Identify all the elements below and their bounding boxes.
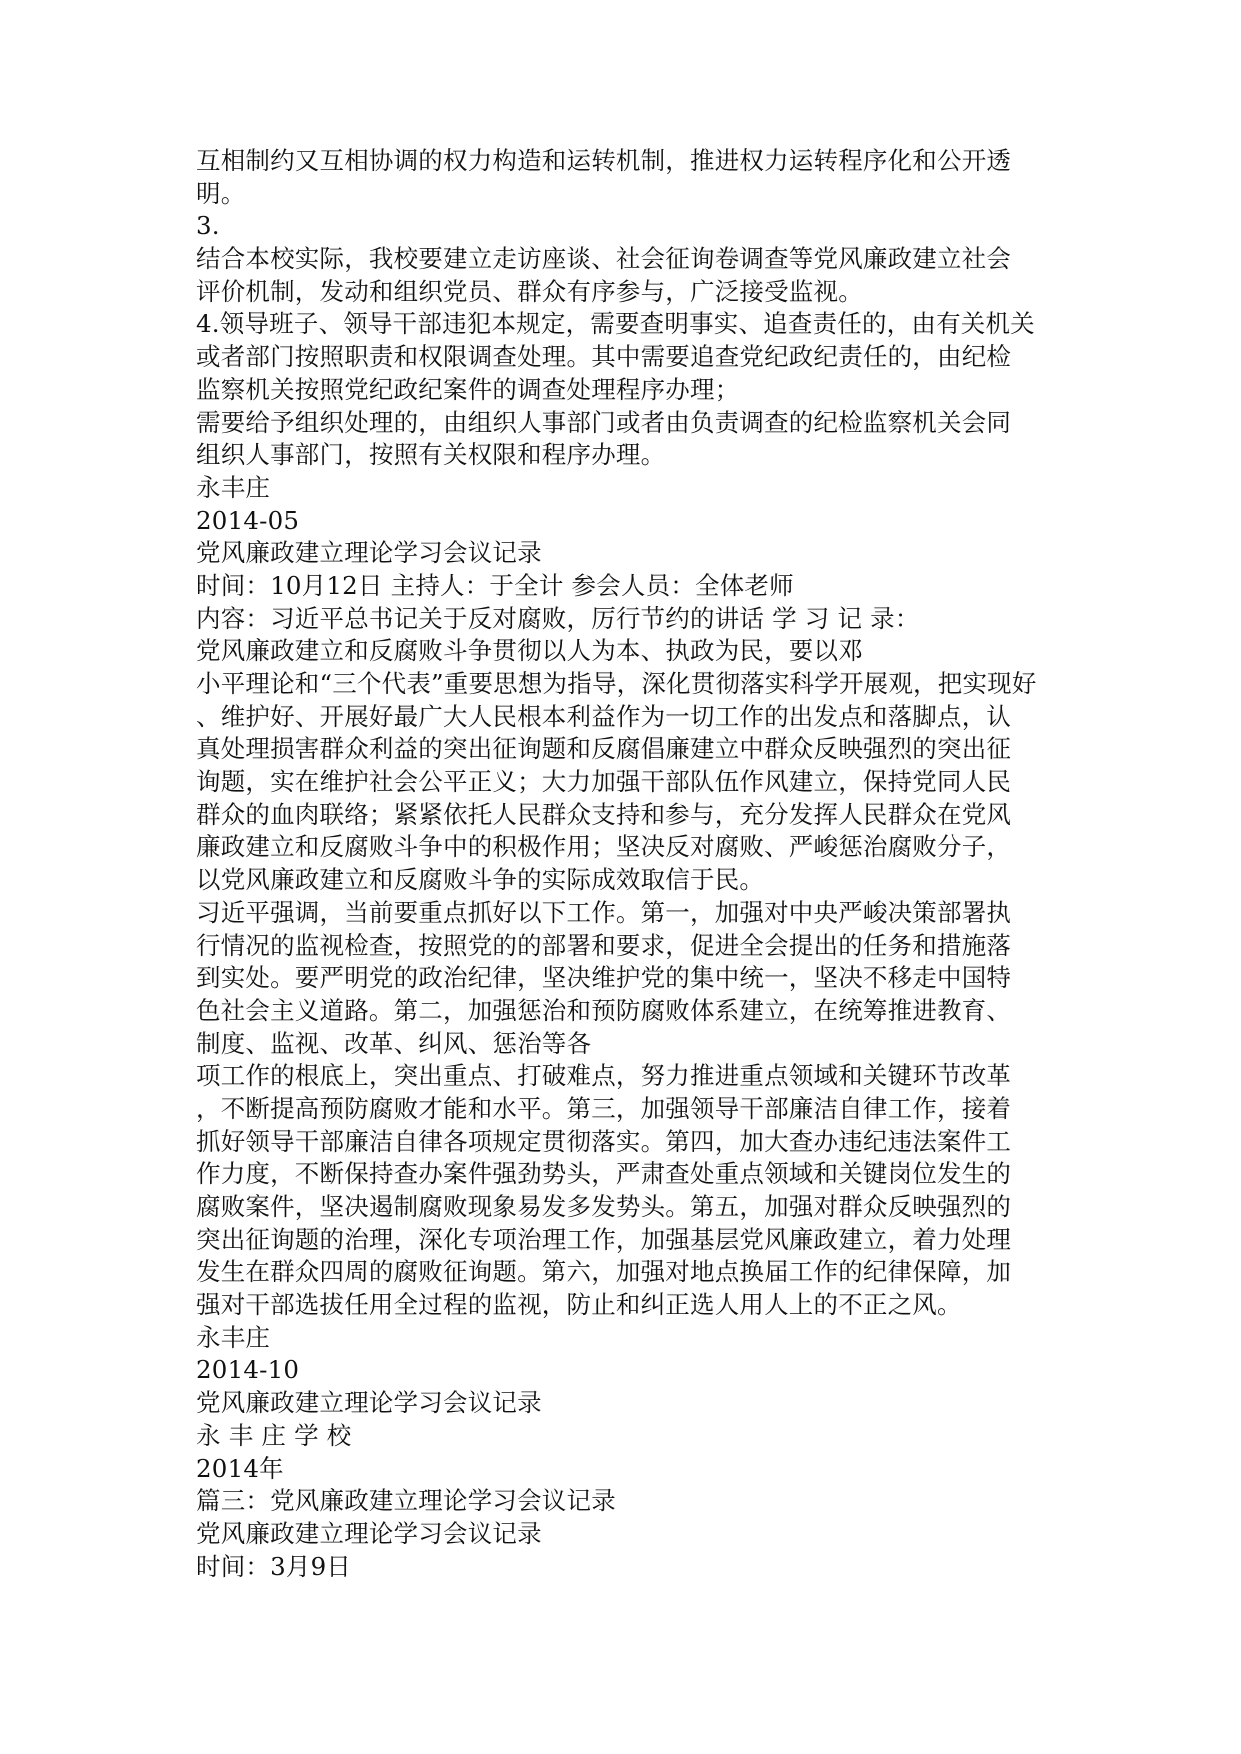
text-line: 群众的血肉联络；紧紧依托人民群众支持和参与，充分发挥人民群众在党风 bbox=[196, 799, 1012, 829]
signature-name: 永丰庄 bbox=[196, 1322, 271, 1352]
section-title: 党风廉政建立理论学习会议记录 bbox=[196, 538, 542, 568]
school-name: 永 丰 庄 学 校 bbox=[196, 1420, 352, 1450]
text-line: 、维护好、开展好最广大人民根本利益作为一切工作的出发点和落脚点，认 bbox=[196, 701, 1012, 731]
text-line: 强对干部选拔任用全过程的监视，防止和纠正选人用人上的不正之风。 bbox=[196, 1290, 962, 1320]
text-line: 制度、监视、改革、纠风、惩治等各 bbox=[196, 1028, 592, 1058]
text-line: 明。 bbox=[196, 178, 246, 208]
section-title: 党风廉政建立理论学习会议记录 bbox=[196, 1388, 542, 1418]
section-title: 党风廉政建立理论学习会议记录 bbox=[196, 1518, 542, 1548]
text-line: 发生在群众四周的腐败征询题。第六，加强对地点换届工作的纪律保障，加 bbox=[196, 1257, 1012, 1287]
text-line: 突出征询题的治理，深化专项治理工作，加强基层党风廉政建立，着力处理 bbox=[196, 1224, 1012, 1254]
text-line: 项工作的根底上，突出重点、打破难点，努力推进重点领域和关键环节改革 bbox=[196, 1061, 1012, 1091]
text-line: 3. bbox=[196, 211, 220, 241]
text-line: 或者部门按照职责和权限调查处理。其中需要追查党纪政纪责任的，由纪检 bbox=[196, 342, 1012, 372]
text-line: 廉政建立和反腐败斗争中的积极作用；坚决反对腐败、严峻惩治腐败分子， bbox=[196, 832, 1012, 862]
text-line: 作力度，不断保持查办案件强劲势头，严肃查处重点领域和关键岗位发生的 bbox=[196, 1159, 1012, 1189]
text-line: 结合本校实际，我校要建立走访座谈、社会征询卷调查等党风廉政建立社会 bbox=[196, 244, 1012, 274]
chapter-heading: 篇三：党风廉政建立理论学习会议记录 bbox=[196, 1486, 616, 1516]
text-line: 需要给予组织处理的，由组织人事部门或者由负责调查的纪检监察机关会同 bbox=[196, 407, 1012, 437]
text-line: 评价机制，发动和组织党员、群众有序参与，广泛接受监视。 bbox=[196, 276, 863, 306]
meeting-content: 内容：习近平总书记关于反对腐败，厉行节约的讲话 学 习 记 录： bbox=[196, 603, 920, 633]
text-line: 腐败案件，坚决遏制腐败现象易发多发势头。第五，加强对群众反映强烈的 bbox=[196, 1192, 1012, 1221]
text-line: 真处理损害群众利益的突出征询题和反腐倡廉建立中群众反映强烈的突出征 bbox=[196, 734, 1012, 764]
text-line: 到实处。要严明党的政治纪律，坚决维护党的集中统一，坚决不移走中国特 bbox=[196, 963, 1012, 993]
text-line: 党风廉政建立和反腐败斗争贯彻以人为本、执政为民，要以邓 bbox=[196, 636, 863, 666]
text-line: ，不断提高预防腐败才能和水平。第三，加强领导干部廉洁自律工作，接着 bbox=[196, 1093, 1012, 1123]
text-line: 色社会主义道路。第二，加强惩治和预防腐败体系建立，在统筹推进教育、 bbox=[196, 995, 1012, 1025]
text-line: 询题，实在维护社会公平正义；大力加强干部队伍作风建立，保持党同人民 bbox=[196, 767, 1012, 797]
text-line: 互相制约又互相协调的权力构造和运转机制，推进权力运转程序化和公开透 bbox=[196, 146, 1012, 175]
text-line: 习近平强调，当前要重点抓好以下工作。第一，加强对中央严峻决策部署执 bbox=[196, 897, 1012, 927]
text-line: 小平理论和“三个代表”重要思想为指导，深化贯彻落实科学开展观，把实现好 bbox=[196, 669, 1037, 698]
text-line: 组织人事部门，按照有关权限和程序办理。 bbox=[196, 440, 666, 470]
signature-date: 2014-10 bbox=[196, 1355, 300, 1385]
text-line: 监察机关按照党纪政纪案件的调查处理程序办理； bbox=[196, 374, 740, 404]
text-line: 抓好领导干部廉洁自律各项规定贯彻落实。第四，加大查办违纪违法案件工 bbox=[196, 1126, 1012, 1156]
signature-name: 永丰庄 bbox=[196, 472, 271, 502]
text-line: 4.领导班子、领导干部违犯本规定，需要查明事实、追查责任的，由有关机关 bbox=[196, 309, 1035, 339]
text-line: 以党风廉政建立和反腐败斗争的实际成效取信于民。 bbox=[196, 865, 765, 895]
meeting-time: 时间：3月9日 bbox=[196, 1551, 352, 1581]
year: 2014年 bbox=[196, 1453, 284, 1483]
text-line: 行情况的监视检查，按照党的的部署和要求，促进全会提出的任务和措施落 bbox=[196, 930, 1012, 960]
document-page bbox=[196, 145, 1076, 1583]
meeting-info: 时间：10月12日 主持人：于全计 参会人员：全体老师 bbox=[196, 570, 794, 600]
signature-date: 2014-05 bbox=[196, 505, 300, 535]
